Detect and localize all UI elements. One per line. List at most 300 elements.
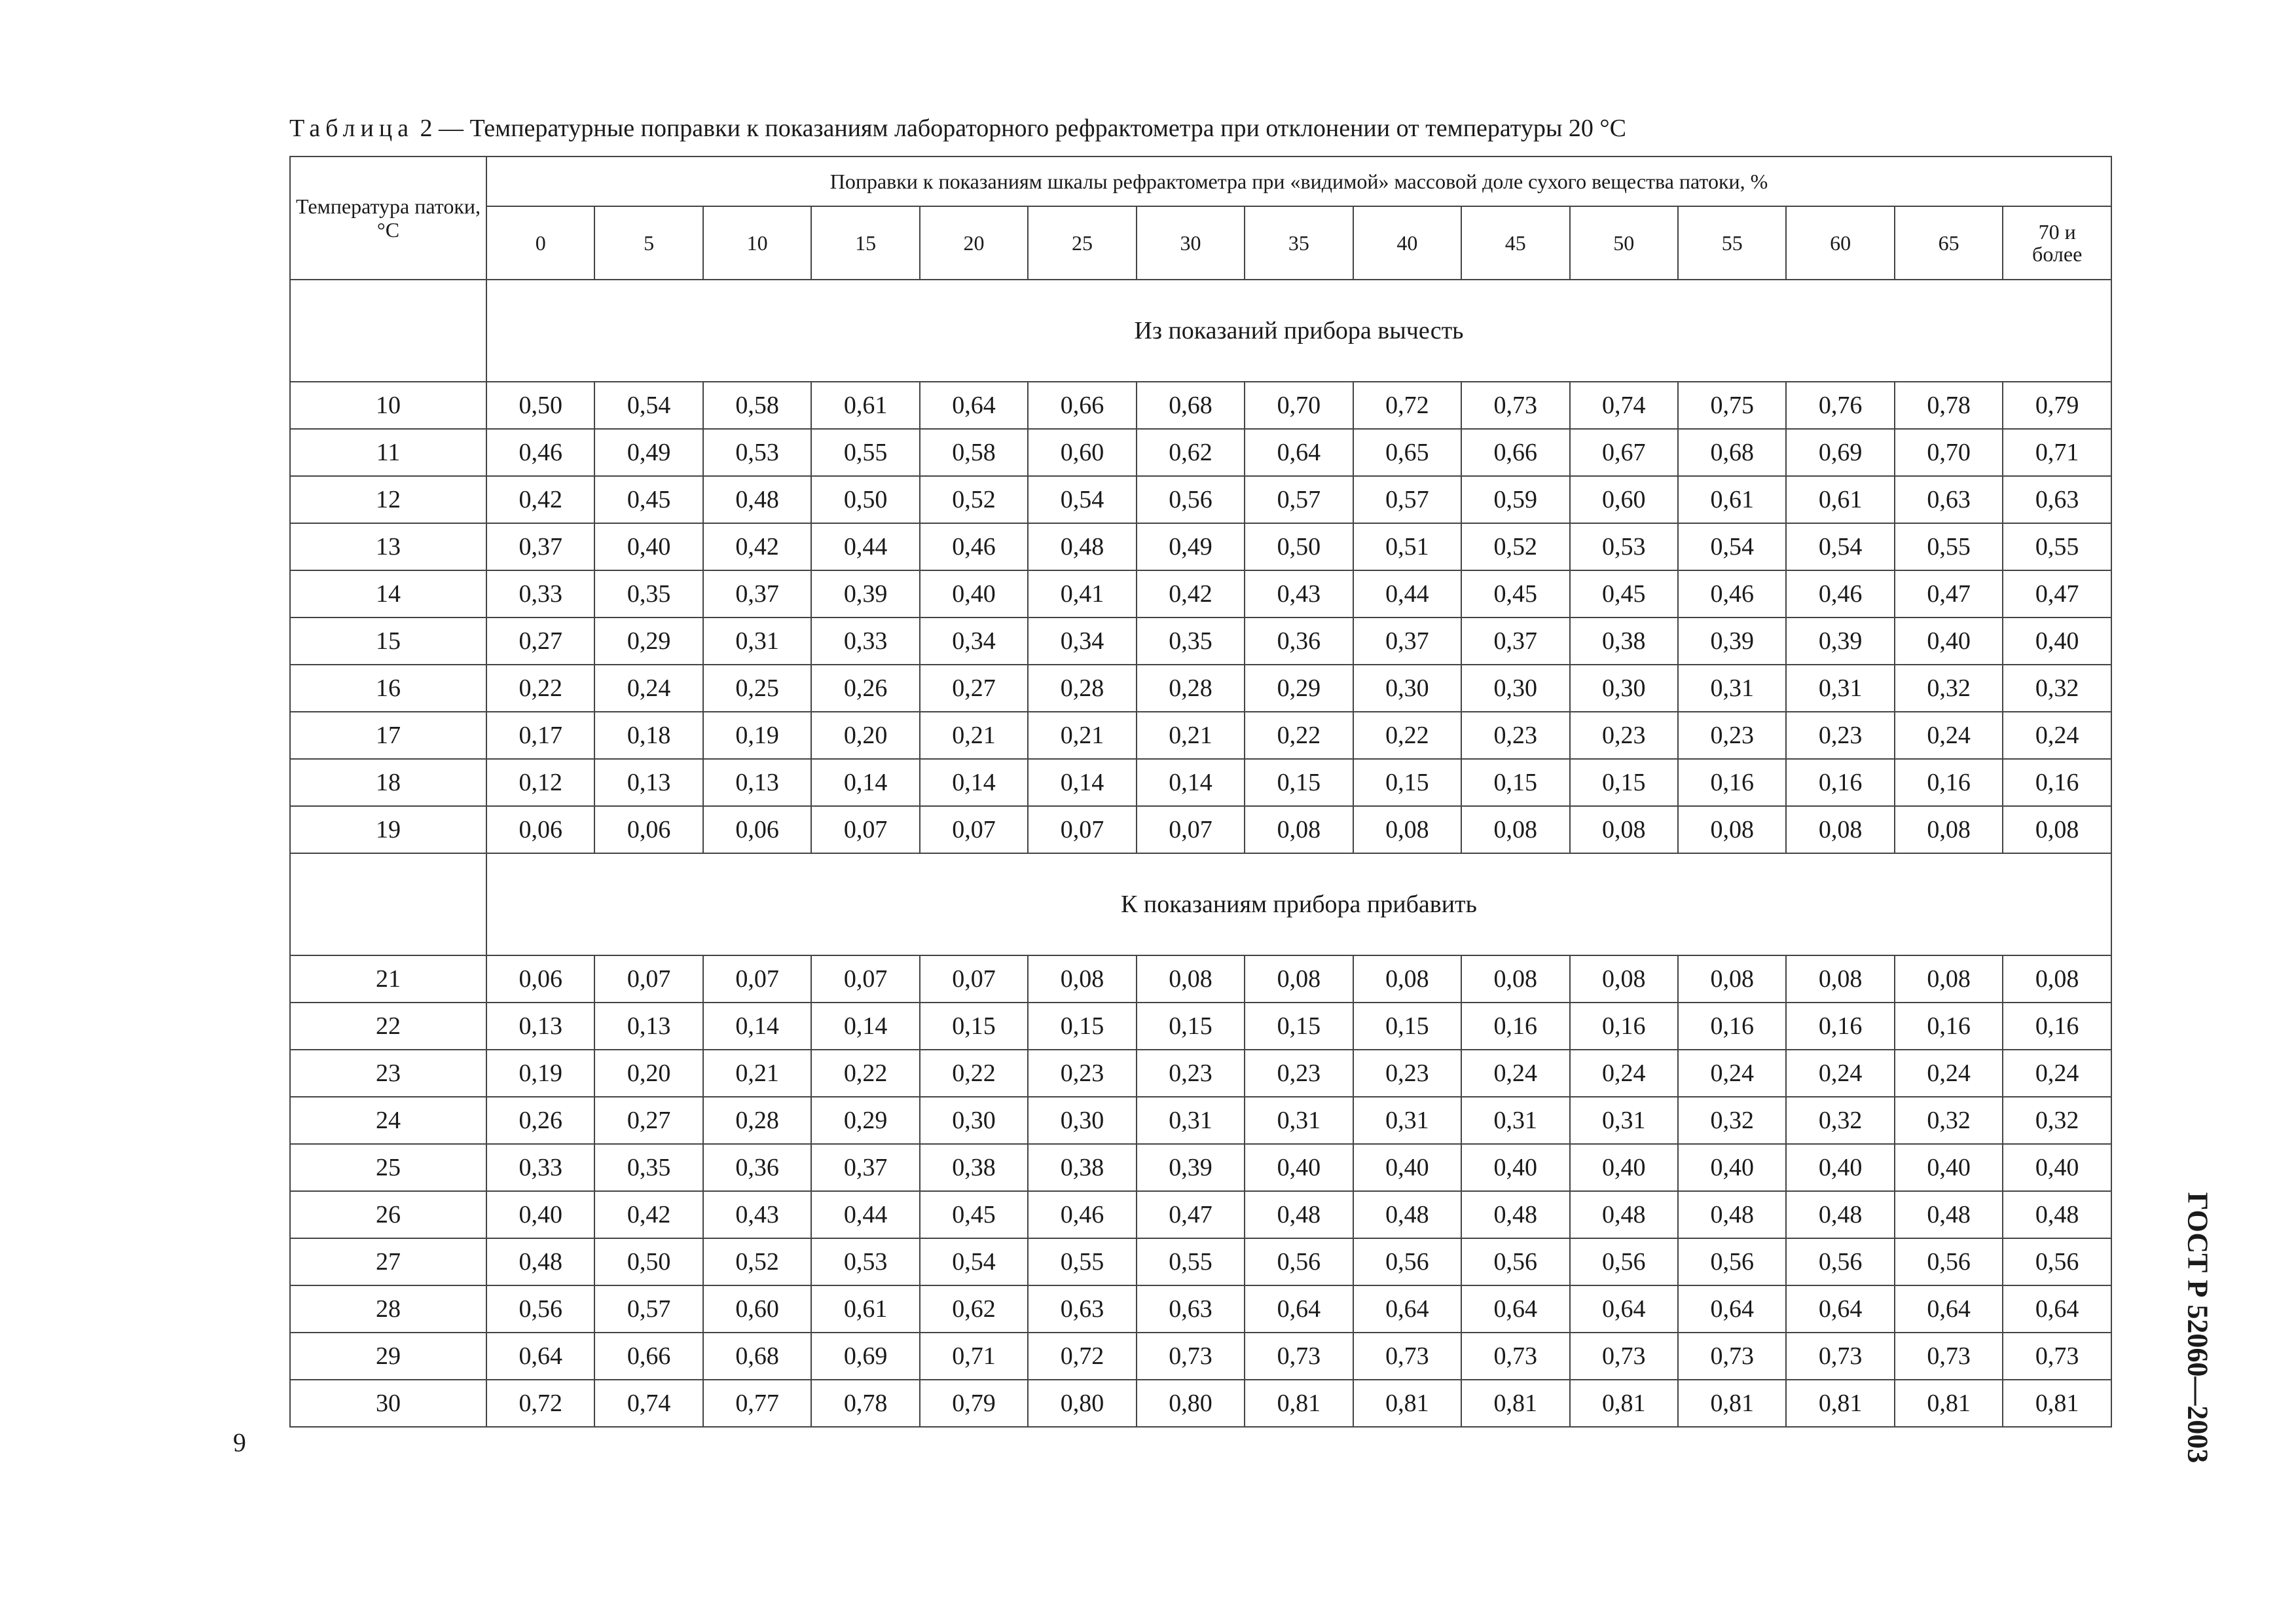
correction-cell: 0,46 [920,523,1028,570]
correction-cell: 0,14 [920,759,1028,806]
concentration-column-header: 40 [1353,206,1461,280]
correction-cell: 0,40 [1245,1144,1353,1191]
correction-cell: 0,40 [1786,1144,1894,1191]
correction-cell: 0,73 [1353,1333,1461,1380]
correction-cell: 0,23 [1353,1050,1461,1097]
correction-cell: 0,07 [920,955,1028,1003]
correction-cell: 0,23 [1570,712,1678,759]
correction-cell: 0,31 [1245,1097,1353,1144]
temperature-cell: 25 [290,1144,486,1191]
temperature-cell: 12 [290,476,486,523]
correction-cell: 0,48 [703,476,811,523]
correction-cell: 0,60 [1028,429,1136,476]
correction-cell: 0,46 [486,429,594,476]
correction-cell: 0,45 [1570,570,1678,617]
correction-cell: 0,23 [1245,1050,1353,1097]
correction-cell: 0,40 [1570,1144,1678,1191]
temperature-cell: 27 [290,1238,486,1285]
correction-cell: 0,48 [1245,1191,1353,1238]
table-caption-text: 2 — Температурные поправки к показаниям лабораторного рефрактометра при отклонении от температуры 20 °С [420,115,1626,142]
correction-cell: 0,40 [1353,1144,1461,1191]
correction-cell: 0,23 [1461,712,1569,759]
correction-cell: 0,80 [1028,1380,1136,1427]
correction-cell: 0,24 [1678,1050,1786,1097]
table-row [290,617,2111,665]
correction-cell: 0,64 [1461,1285,1569,1333]
correction-cell: 0,15 [920,1003,1028,1050]
correction-cell: 0,61 [811,1285,919,1333]
correction-cell: 0,77 [703,1380,811,1427]
table-row [290,712,2111,759]
correction-cell: 0,16 [1895,759,2003,806]
correction-cell: 0,37 [486,523,594,570]
section-header-blank-cell [290,280,486,382]
correction-cell: 0,50 [486,382,594,429]
correction-cell: 0,48 [1678,1191,1786,1238]
correction-cell: 0,13 [594,1003,702,1050]
temperature-cell: 11 [290,429,486,476]
correction-cell: 0,15 [1461,759,1569,806]
correction-cell: 0,32 [1786,1097,1894,1144]
correction-cell: 0,38 [1028,1144,1136,1191]
correction-cell: 0,33 [811,617,919,665]
correction-cell: 0,49 [594,429,702,476]
correction-cell: 0,24 [1895,712,2003,759]
correction-cell: 0,27 [594,1097,702,1144]
correction-cell: 0,31 [1786,665,1894,712]
correction-cell: 0,22 [1245,712,1353,759]
correction-cell: 0,07 [1137,806,1245,853]
correction-cell: 0,70 [1245,382,1353,429]
correction-cell: 0,31 [1570,1097,1678,1144]
correction-cell: 0,44 [811,523,919,570]
concentration-column-header: 20 [920,206,1028,280]
correction-cell: 0,06 [594,806,702,853]
correction-cell: 0,39 [811,570,919,617]
correction-cell: 0,49 [1137,523,1245,570]
correction-cell: 0,24 [1570,1050,1678,1097]
table-row [290,570,2111,617]
correction-cell: 0,48 [2003,1191,2111,1238]
correction-cell: 0,51 [1353,523,1461,570]
section-header-row [290,853,2111,955]
temperature-cell: 10 [290,382,486,429]
correction-cell: 0,24 [2003,1050,2111,1097]
correction-cell: 0,40 [1895,1144,2003,1191]
correction-cell: 0,75 [1678,382,1786,429]
table-row [290,955,2111,1003]
temperature-cell: 17 [290,712,486,759]
correction-cell: 0,20 [594,1050,702,1097]
correction-cell: 0,07 [811,955,919,1003]
table-row [290,429,2111,476]
correction-cell: 0,27 [486,617,594,665]
correction-cell: 0,16 [1895,1003,2003,1050]
correction-cell: 0,29 [594,617,702,665]
correction-cell: 0,73 [1137,1333,1245,1380]
correction-cell: 0,08 [1353,955,1461,1003]
correction-cell: 0,08 [2003,806,2111,853]
correction-cell: 0,81 [2003,1380,2111,1427]
correction-cell: 0,14 [811,1003,919,1050]
correction-cell: 0,48 [1353,1191,1461,1238]
temperature-cell: 28 [290,1285,486,1333]
correction-cell: 0,40 [1461,1144,1569,1191]
correction-cell: 0,08 [1895,955,2003,1003]
correction-cell: 0,56 [1461,1238,1569,1285]
correction-cell: 0,63 [2003,476,2111,523]
correction-cell: 0,08 [1678,806,1786,853]
table-row [290,1144,2111,1191]
correction-cell: 0,31 [1353,1097,1461,1144]
correction-cell: 0,48 [1786,1191,1894,1238]
correction-cell: 0,45 [920,1191,1028,1238]
correction-cell: 0,31 [1678,665,1786,712]
correction-cell: 0,47 [1137,1191,1245,1238]
correction-cell: 0,59 [1461,476,1569,523]
correction-cell: 0,08 [1895,806,2003,853]
correction-cell: 0,56 [1245,1238,1353,1285]
correction-cell: 0,44 [811,1191,919,1238]
correction-cell: 0,43 [1245,570,1353,617]
correction-cell: 0,16 [1461,1003,1569,1050]
correction-cell: 0,56 [2003,1238,2111,1285]
correction-cell: 0,08 [2003,955,2111,1003]
correction-cell: 0,07 [703,955,811,1003]
table-row [290,1333,2111,1380]
correction-cell: 0,56 [486,1285,594,1333]
correction-cell: 0,54 [594,382,702,429]
correction-cell: 0,30 [1353,665,1461,712]
correction-cell: 0,44 [1353,570,1461,617]
correction-cell: 0,66 [1028,382,1136,429]
correction-cell: 0,48 [486,1238,594,1285]
correction-cell: 0,07 [811,806,919,853]
correction-cell: 0,80 [1137,1380,1245,1427]
standard-identifier-text: ГОСТ Р 52060—2003 [2181,1192,2214,1463]
correction-cell: 0,31 [703,617,811,665]
correction-cell: 0,58 [703,382,811,429]
correction-cell: 0,65 [1353,429,1461,476]
correction-cell: 0,73 [1786,1333,1894,1380]
correction-cell: 0,13 [703,759,811,806]
correction-cell: 0,06 [486,955,594,1003]
correction-cell: 0,54 [1786,523,1894,570]
correction-cell: 0,40 [920,570,1028,617]
page-number: 6 [233,1428,246,1458]
temperature-cell: 14 [290,570,486,617]
correction-cell: 0,56 [1570,1238,1678,1285]
correction-cell: 0,55 [1028,1238,1136,1285]
correction-cell: 0,73 [1678,1333,1786,1380]
correction-cell: 0,38 [920,1144,1028,1191]
correction-cell: 0,32 [2003,1097,2111,1144]
concentration-column-header: 70 и более [2003,206,2111,280]
concentration-column-header: 35 [1245,206,1353,280]
correction-cell: 0,48 [1570,1191,1678,1238]
correction-cell: 0,24 [2003,712,2111,759]
correction-cell: 0,29 [811,1097,919,1144]
correction-cell: 0,42 [594,1191,702,1238]
correction-cell: 0,72 [486,1380,594,1427]
concentration-column-header: 60 [1786,206,1894,280]
correction-cell: 0,73 [1570,1333,1678,1380]
correction-cell: 0,61 [1786,476,1894,523]
correction-cell: 0,39 [1137,1144,1245,1191]
correction-cell: 0,14 [703,1003,811,1050]
temperature-cell: 24 [290,1097,486,1144]
correction-cell: 0,64 [1570,1285,1678,1333]
correction-cell: 0,13 [486,1003,594,1050]
section-header-row [290,280,2111,382]
correction-cell: 0,54 [920,1238,1028,1285]
concentration-column-header: 65 [1895,206,2003,280]
correction-cell: 0,71 [920,1333,1028,1380]
correction-cell: 0,55 [2003,523,2111,570]
correction-cell: 0,20 [811,712,919,759]
correction-cell: 0,34 [1028,617,1136,665]
correction-cell: 0,53 [1570,523,1678,570]
correction-cell: 0,61 [811,382,919,429]
correction-cell: 0,08 [1353,806,1461,853]
correction-cell: 0,64 [920,382,1028,429]
correction-cell: 0,19 [486,1050,594,1097]
correction-cell: 0,08 [1245,955,1353,1003]
correction-cell: 0,23 [1786,712,1894,759]
correction-cell: 0,32 [1678,1097,1786,1144]
correction-cell: 0,40 [1678,1144,1786,1191]
correction-cell: 0,21 [1028,712,1136,759]
correction-cell: 0,37 [703,570,811,617]
correction-cell: 0,36 [703,1144,811,1191]
correction-cell: 0,21 [1137,712,1245,759]
correction-cell: 0,30 [1570,665,1678,712]
correction-cell: 0,40 [1895,617,2003,665]
correction-cell: 0,40 [486,1191,594,1238]
correction-cell: 0,68 [1137,382,1245,429]
correction-cell: 0,79 [2003,382,2111,429]
table-row [290,1050,2111,1097]
correction-cell: 0,79 [920,1380,1028,1427]
correction-cell: 0,68 [703,1333,811,1380]
correction-cell: 0,47 [1895,570,2003,617]
correction-cell: 0,57 [1245,476,1353,523]
correction-cell: 0,72 [1028,1333,1136,1380]
correction-cell: 0,50 [811,476,919,523]
correction-cell: 0,56 [1678,1238,1786,1285]
correction-cell: 0,08 [1461,806,1569,853]
correction-cell: 0,60 [703,1285,811,1333]
correction-cell: 0,81 [1570,1380,1678,1427]
correction-cell: 0,39 [1678,617,1786,665]
correction-cell: 0,16 [1678,1003,1786,1050]
concentration-header-row [290,206,2111,280]
table-row [290,1191,2111,1238]
correction-cell: 0,08 [1137,955,1245,1003]
correction-cell: 0,69 [811,1333,919,1380]
correction-cell: 0,22 [1353,712,1461,759]
correction-cell: 0,62 [920,1285,1028,1333]
correction-cell: 0,29 [1245,665,1353,712]
correction-cell: 0,28 [1137,665,1245,712]
correction-cell: 0,45 [1461,570,1569,617]
correction-cell: 0,64 [1895,1285,2003,1333]
correction-cell: 0,26 [811,665,919,712]
correction-cell: 0,28 [1028,665,1136,712]
correction-cell: 0,22 [486,665,594,712]
correction-cell: 0,64 [2003,1285,2111,1333]
correction-cell: 0,64 [1786,1285,1894,1333]
correction-cell: 0,46 [1678,570,1786,617]
correction-cell: 0,17 [486,712,594,759]
correction-cell: 0,54 [1028,476,1136,523]
correction-cell: 0,63 [1137,1285,1245,1333]
correction-cell: 0,32 [2003,665,2111,712]
correction-cell: 0,68 [1678,429,1786,476]
section-header-blank-cell [290,853,486,955]
correction-cell: 0,16 [1678,759,1786,806]
correction-cell: 0,15 [1570,759,1678,806]
correction-cell: 0,63 [1895,476,2003,523]
concentration-column-header: 15 [811,206,919,280]
correction-cell: 0,37 [811,1144,919,1191]
table-row [290,1238,2111,1285]
table-caption [289,114,1626,143]
correction-cell: 0,08 [1570,806,1678,853]
temperature-cell: 13 [290,523,486,570]
correction-cell: 0,24 [1895,1050,2003,1097]
correction-cell: 0,74 [1570,382,1678,429]
correction-cell: 0,22 [811,1050,919,1097]
correction-cell: 0,08 [1461,955,1569,1003]
correction-cell: 0,23 [1137,1050,1245,1097]
correction-cell: 0,55 [1895,523,2003,570]
correction-cell: 0,81 [1461,1380,1569,1427]
correction-cell: 0,31 [1461,1097,1569,1144]
correction-cell: 0,70 [1895,429,2003,476]
correction-cell: 0,30 [1461,665,1569,712]
temperature-cell: 18 [290,759,486,806]
correction-cell: 0,78 [1895,382,2003,429]
correction-cell: 0,40 [594,523,702,570]
correction-cell: 0,30 [920,1097,1028,1144]
correction-cell: 0,64 [1245,1285,1353,1333]
correction-cell: 0,40 [2003,1144,2111,1191]
correction-cell: 0,08 [1245,806,1353,853]
table-row [290,665,2111,712]
concentration-column-header: 30 [1137,206,1245,280]
correction-cell: 0,32 [1895,665,2003,712]
correction-cell: 0,69 [1786,429,1894,476]
correction-cell: 0,54 [1678,523,1786,570]
table-row [290,523,2111,570]
correction-cell: 0,53 [811,1238,919,1285]
concentration-column-header: 50 [1570,206,1678,280]
correction-cell: 0,16 [2003,1003,2111,1050]
correction-cell: 0,32 [1895,1097,2003,1144]
correction-cell: 0,30 [1028,1097,1136,1144]
correction-cell: 0,56 [1137,476,1245,523]
correction-cell: 0,35 [594,570,702,617]
correction-cell: 0,46 [1028,1191,1136,1238]
correction-cell: 0,23 [1028,1050,1136,1097]
correction-cell: 0,47 [2003,570,2111,617]
correction-cell: 0,74 [594,1380,702,1427]
correction-cell: 0,67 [1570,429,1678,476]
correction-cell: 0,42 [1137,570,1245,617]
correction-cell: 0,42 [486,476,594,523]
temperature-cell: 29 [290,1333,486,1380]
correction-cell: 0,64 [1353,1285,1461,1333]
correction-cell: 0,81 [1786,1380,1894,1427]
table-row [290,382,2111,429]
section-label: Из показаний прибора вычесть [486,280,2111,382]
temperature-cell: 21 [290,955,486,1003]
correction-cell: 0,33 [486,570,594,617]
correction-cell: 0,27 [920,665,1028,712]
correction-cell: 0,78 [811,1380,919,1427]
correction-cell: 0,15 [1028,1003,1136,1050]
concentration-column-header: 10 [703,206,811,280]
correction-cell: 0,25 [703,665,811,712]
correction-cell: 0,57 [594,1285,702,1333]
corrections-group-header: Поправки к показаниям шкалы рефрактометра при «видимой» массовой доле сухого вещества патоки, % [486,157,2111,206]
correction-cell: 0,48 [1461,1191,1569,1238]
correction-cell: 0,36 [1245,617,1353,665]
concentration-column-header: 55 [1678,206,1786,280]
correction-table [289,156,2112,1428]
correction-cell: 0,81 [1678,1380,1786,1427]
temperature-cell: 26 [290,1191,486,1238]
correction-cell: 0,50 [1245,523,1353,570]
correction-cell: 0,64 [1678,1285,1786,1333]
temperature-cell: 19 [290,806,486,853]
correction-cell: 0,53 [703,429,811,476]
correction-cell: 0,16 [1786,759,1894,806]
correction-cell: 0,15 [1353,759,1461,806]
correction-cell: 0,16 [2003,759,2111,806]
correction-cell: 0,48 [1028,523,1136,570]
section-label: К показаниям прибора прибавить [486,853,2111,955]
correction-cell: 0,37 [1461,617,1569,665]
correction-cell: 0,61 [1678,476,1786,523]
correction-cell: 0,08 [1570,955,1678,1003]
correction-cell: 0,52 [703,1238,811,1285]
table-row [290,476,2111,523]
table-body [290,280,2111,1427]
correction-cell: 0,15 [1353,1003,1461,1050]
table-row [290,759,2111,806]
concentration-column-header: 25 [1028,206,1136,280]
table-row [290,1097,2111,1144]
correction-cell: 0,07 [920,806,1028,853]
correction-cell: 0,08 [1678,955,1786,1003]
correction-cell: 0,07 [594,955,702,1003]
correction-cell: 0,26 [486,1097,594,1144]
correction-cell: 0,73 [1461,1333,1569,1380]
correction-cell: 0,21 [703,1050,811,1097]
table-row [290,1285,2111,1333]
correction-cell: 0,81 [1895,1380,2003,1427]
correction-cell: 0,37 [1353,617,1461,665]
correction-cell: 0,34 [920,617,1028,665]
correction-cell: 0,46 [1786,570,1894,617]
correction-cell: 0,22 [920,1050,1028,1097]
concentration-column-header: 0 [486,206,594,280]
correction-cell: 0,16 [1786,1003,1894,1050]
correction-cell: 0,73 [1245,1333,1353,1380]
correction-cell: 0,55 [811,429,919,476]
